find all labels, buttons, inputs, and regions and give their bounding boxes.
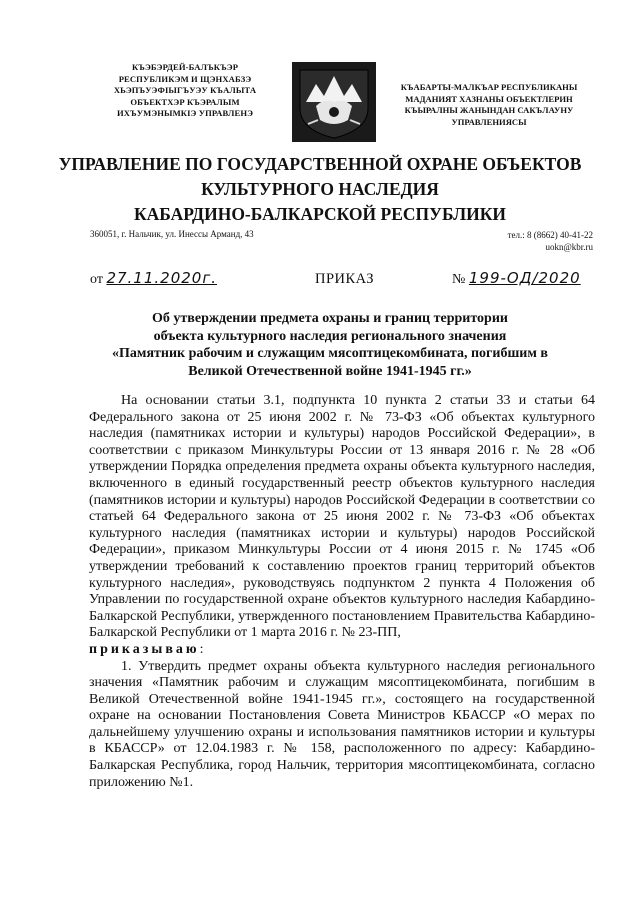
header-left-line: КЪЭБЭРДЕЙ-БАЛЪКЪЭР <box>131 62 239 72</box>
order-number <box>452 269 581 288</box>
order-subject <box>60 310 600 380</box>
header-left-line: ОБЪЕКТХЭР КЪЭРАЛЫМ <box>130 96 240 107</box>
order-date <box>90 269 217 288</box>
order-number-prefix: № <box>452 272 466 287</box>
header-right-line: МАДАНИЯТ ХАЗНАНЫ ОБЪЕКТЛЕРИН <box>405 93 573 104</box>
item-1-paragraph: 1. Утвердить предмет охраны объекта культурного наследия регионального значения «Памятник рабочим и служащим мясоптицекомбината, погибшим в Великой Отечественной войне 1941-1945 гг.», состоящего на государственной охране на основании Постановления Совета Министров КБАССР «О мерах по дальнейшему улучшению охраны и использования памятников истории и культуры в КБАССР» от 12.04.1983 г. № 158, расположенного по адресу: Кабардино-Балкарская Республика, город Нальчик, территория мясоптицекомбината, согласно приложению №1. <box>89 658 595 790</box>
order-date-prefix: от <box>90 272 103 287</box>
order-body <box>89 393 595 791</box>
directive-word: приказываю <box>89 641 200 657</box>
header-left-line: ХЬЭПЪУЭФІЫГЪУЭУ КЪАЛЫТА <box>113 85 257 95</box>
header-right-line: КЪАБАРТЫ-МАЛКЪАР РЕСПУБЛИКАНЫ <box>400 82 578 92</box>
directive-line: приказываю: <box>89 641 204 657</box>
organization-title-line: КАБАРДИНО-БАЛКАРСКОЙ РЕСПУБЛИКИ <box>133 204 507 224</box>
order-number-value: 199-ОД/2020 <box>468 269 581 287</box>
order-subject-line: объекта культурного наследия регионального значения <box>153 328 507 344</box>
order-date-value: 27.11.2020г. <box>106 269 217 287</box>
phone: тел.: 8 (8662) 40-41-22 <box>507 230 593 240</box>
contacts <box>508 229 593 253</box>
order-subject-line: Об утверждении предмета охраны и границ территории <box>152 311 508 326</box>
header-left-block <box>70 62 300 120</box>
header-left-line: РЕСПУБЛИКЭМ И ЩЭНХАБЗЭ <box>118 73 252 84</box>
coat-of-arms-emblem <box>292 62 376 142</box>
organization-title-line: УПРАВЛЕНИЕ ПО ГОСУДАРСТВЕННОЙ ОХРАНЕ ОБЪЕКТОВ <box>58 154 582 174</box>
order-title: ПРИКАЗ <box>315 271 375 287</box>
header-right-block <box>378 82 600 128</box>
email: uokn@kbr.ru <box>545 242 593 252</box>
organization-title <box>40 152 600 227</box>
order-subject-line: «Памятник рабочим и служащим мясоптицекомбината, погибшим в <box>112 346 548 361</box>
order-subject-line: Великой Отечественной войне 1941-1945 гг.» <box>188 363 472 379</box>
header-right-line: УПРАВЛЕНИЯСЫ <box>451 116 527 127</box>
preamble-paragraph: На основании статьи 3.1, подпункта 10 пункта 2 статьи 33 и статьи 64 Федерального закона от 25 июня 2002 г. № 73-ФЗ «Об объектах культурного наследия (памятниках истории и культуры) народов Российской Федерации», в соответствии с приказом Минкультуры России от 13 января 2016 г. № 28 «Об утверждении Порядка определения предмета охраны объекта культурного наследия, включенного в единый государственный реестр объектов культурного наследия (памятников истории и культуры) народов Российской Федерации в соответствии со статьей 64 Федерального закона от 25 июня 2002 г. № 73-ФЗ «Об объектах культурного наследия (памятниках истории и культуры) народов Российской Федерации», приказом Минкультуры России от 4 июня 2015 г. № 1745 «Об утверждении требований к составлению проектов границ территорий объектов культурного наследия», руководствуясь подпунктом 2 пункта 4 Положения об Управлении по государственной охране объектов культурного наследия Кабардино-Балкарской Республики, утвержденного постановлением Правительства Кабардино-Балкарской Республики от 1 марта 2016 г. № 23-ПП, <box>89 393 595 641</box>
address: 360051, г. Нальчик, ул. Инессы Арманд, 43 <box>90 229 254 239</box>
header-left-line: ИХЪУМЭНЫМКІЭ УПРАВЛЕНЭ <box>116 108 254 118</box>
organization-title-line: КУЛЬТУРНОГО НАСЛЕДИЯ <box>201 179 439 199</box>
header-right-line: КЪЫРАЛНЫ ЖАНЫНДАН САКЪЛАУНУ <box>404 105 574 115</box>
order-row <box>90 269 600 295</box>
